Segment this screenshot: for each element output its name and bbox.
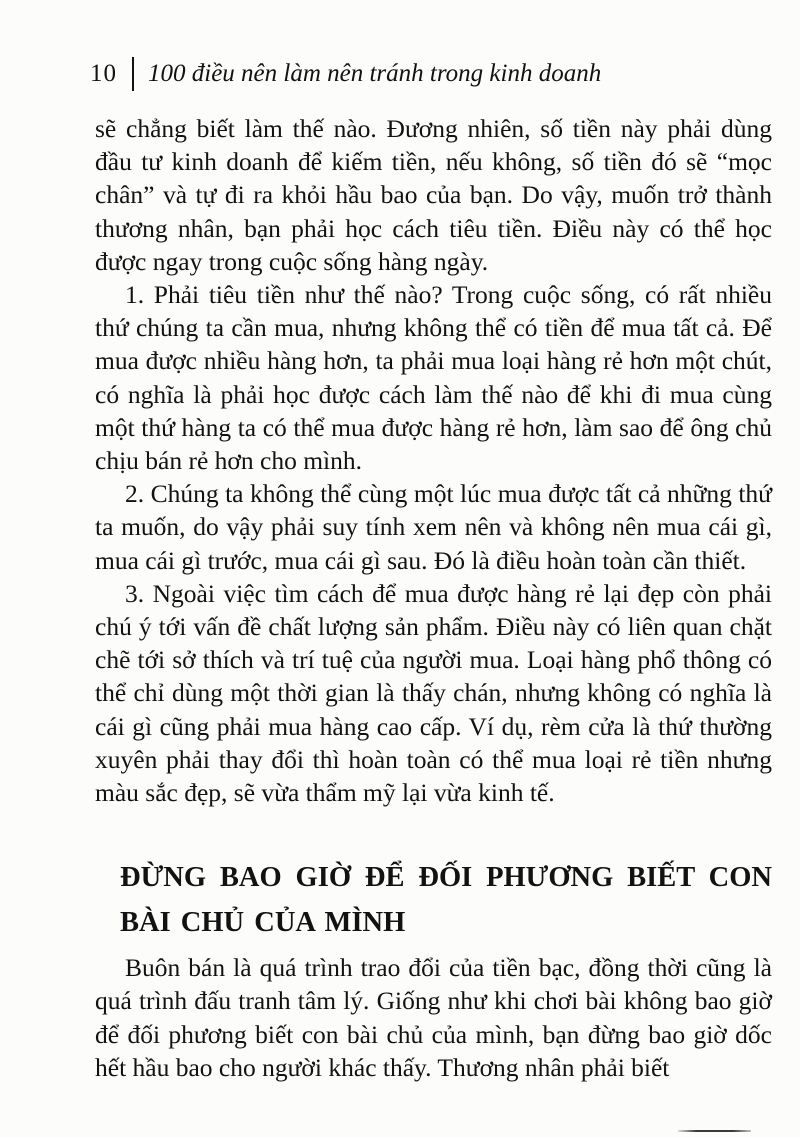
body-paragraph-item-3: 3. Ngoài việc tìm cách để mua được hàng rẻ lại đẹp còn phải chú ý tới vấn đề chất lượng sản phẩm. Điều này có liên quan chặt chẽ tới sở thích và trí tuệ của người mua. Loại hàng phổ thông có thể chỉ dùng một thời gian là thấy chán, nhưng không có nghĩa là cái gì cũng phải mua hàng cao cấp. Ví dụ, rèm cửa là thứ thường xuyên phải thay đổi thì hoàn toàn có thể mua loại rẻ tiền nhưng màu sắc đẹp, sẽ vừa thẩm mỹ lại vừa kinh tế.	[95, 578, 772, 808]
section-paragraph-1: Buôn bán là quá trình trao đổi của tiền bạc, đồng thời cũng là quá trình đấu tranh tâm lý. Giống như khi chơi bài không bao giờ để đối phương biết con bài chủ của mình, bạn đừng bao giờ dốc hết hầu bao cho người khác thấy. Thương nhân phải biết	[95, 953, 772, 1082]
section-heading: ĐỪNG BAO GIỜ ĐỂ ĐỐI PHƯƠNG BIẾT CON BÀI CHỦ CỦA MÌNH	[120, 862, 772, 939]
page-number: 10	[90, 60, 117, 87]
body-paragraph-continuation: sẽ chẳng biết làm thế nào. Đương nhiên, số tiền này phải dùng đầu tư kinh doanh để kiếm tiền, nếu không, số tiền đó sẽ “mọc chân” và tự đi ra khỏi hầu bao của bạn. Do vậy, muốn trở thành thương nhân, bạn phải học cách tiêu tiền. Điều này có thể học được ngay trong cuộc sống hàng ngày.	[95, 114, 772, 276]
header-divider	[132, 57, 134, 91]
scan-artifact-line	[678, 1130, 751, 1132]
book-title: 100 điều nên làm nên tránh trong kinh doanh	[148, 60, 602, 87]
page-text-block	[95, 112, 772, 1084]
body-paragraph-item-2: 2. Chúng ta không thể cùng một lúc mua được tất cả những thứ ta muốn, do vậy phải suy tính xem nên và không nên mua cái gì, mua cái gì trước, mua cái gì sau. Đó là điều hoàn toàn cần thiết.	[95, 479, 772, 575]
body-paragraph-item-1: 1. Phải tiêu tiền như thế nào? Trong cuộc sống, có rất nhiều thứ chúng ta cần mua, nhưng không thể có tiền để mua tất cả. Để mua được nhiều hàng hơn, ta phải mua loại hàng rẻ hơn một chút, có nghĩa là phải học được cách làm thế nào để khi đi mua cùng một thứ hàng ta có thể mua được hàng rẻ hơn, làm sao để ông chủ chịu bán rẻ hơn cho mình.	[95, 280, 772, 476]
running-header	[90, 57, 601, 91]
